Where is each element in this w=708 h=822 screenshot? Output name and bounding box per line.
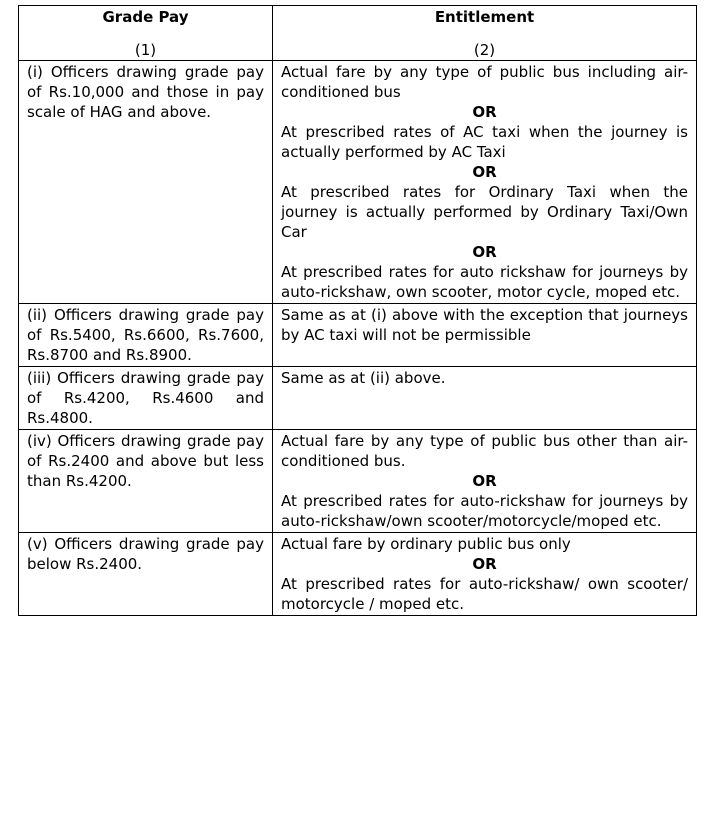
entitlement-cell [273, 304, 697, 367]
grade-pay-text: (i) Officers drawing grade pay of Rs.10,000 and those in pay scale of HAG and above. [27, 63, 264, 121]
entitlement-text: At prescribed rates for auto rickshaw for journeys by auto-rickshaw, own scooter, motor cycle, moped etc. [281, 263, 688, 301]
entitlement-text: At prescribed rates of AC taxi when the journey is actually performed by AC Taxi [281, 123, 688, 161]
table-row [19, 61, 697, 304]
header-entitlement [273, 6, 697, 61]
header-grade-pay-title: Grade Pay [102, 8, 189, 26]
entitlement-text: Actual fare by any type of public bus including air-conditioned bus [281, 63, 688, 101]
grade-pay-text: (iii) Officers drawing grade pay of Rs.4200, Rs.4600 and Rs.4800. [27, 369, 264, 427]
entitlement-text: At prescribed rates for auto-rickshaw/ own scooter/ motorcycle / moped etc. [281, 575, 688, 613]
or-separator: OR [472, 472, 497, 490]
entitlement-cell [273, 533, 697, 616]
table-row [19, 304, 697, 367]
grade-pay-cell [19, 533, 273, 616]
or-separator: OR [472, 103, 497, 121]
grade-pay-cell [19, 430, 273, 533]
header-entitlement-title: Entitlement [434, 8, 535, 26]
header-row [19, 6, 697, 61]
entitlement-text: At prescribed rates for Ordinary Taxi when the journey is actually performed by Ordinary Taxi/Own Car [281, 183, 688, 241]
entitlement-table [18, 5, 697, 616]
grade-pay-text: (iv) Officers drawing grade pay of Rs.2400 and above but less than Rs.4200. [27, 432, 264, 490]
entitlement-cell [273, 367, 697, 430]
entitlement-text: Same as at (ii) above. [281, 369, 446, 387]
entitlement-text: At prescribed rates for auto-rickshaw for journeys by auto-rickshaw/own scooter/motorcycle/moped etc. [281, 492, 688, 530]
grade-pay-cell [19, 367, 273, 430]
grade-pay-text: (v) Officers drawing grade pay below Rs.2400. [27, 535, 264, 573]
table-row [19, 367, 697, 430]
header-entitlement-number: (2) [473, 41, 496, 59]
grade-pay-cell [19, 61, 273, 304]
entitlement-text: Actual fare by any type of public bus other than air-conditioned bus. [281, 432, 688, 470]
table-row [19, 533, 697, 616]
entitlement-text: Actual fare by ordinary public bus only [281, 535, 571, 553]
or-separator: OR [472, 243, 497, 261]
header-grade-pay [19, 6, 273, 61]
grade-pay-cell [19, 304, 273, 367]
entitlement-cell [273, 430, 697, 533]
grade-pay-text: (ii) Officers drawing grade pay of Rs.5400, Rs.6600, Rs.7600, Rs.8700 and Rs.8900. [27, 306, 264, 364]
entitlement-text: Same as at (i) above with the exception that journeys by AC taxi will not be permissible [281, 306, 688, 344]
table-row [19, 430, 697, 533]
or-separator: OR [472, 163, 497, 181]
or-separator: OR [472, 555, 497, 573]
entitlement-cell [273, 61, 697, 304]
header-grade-pay-number: (1) [134, 41, 157, 59]
table-body [19, 61, 697, 616]
